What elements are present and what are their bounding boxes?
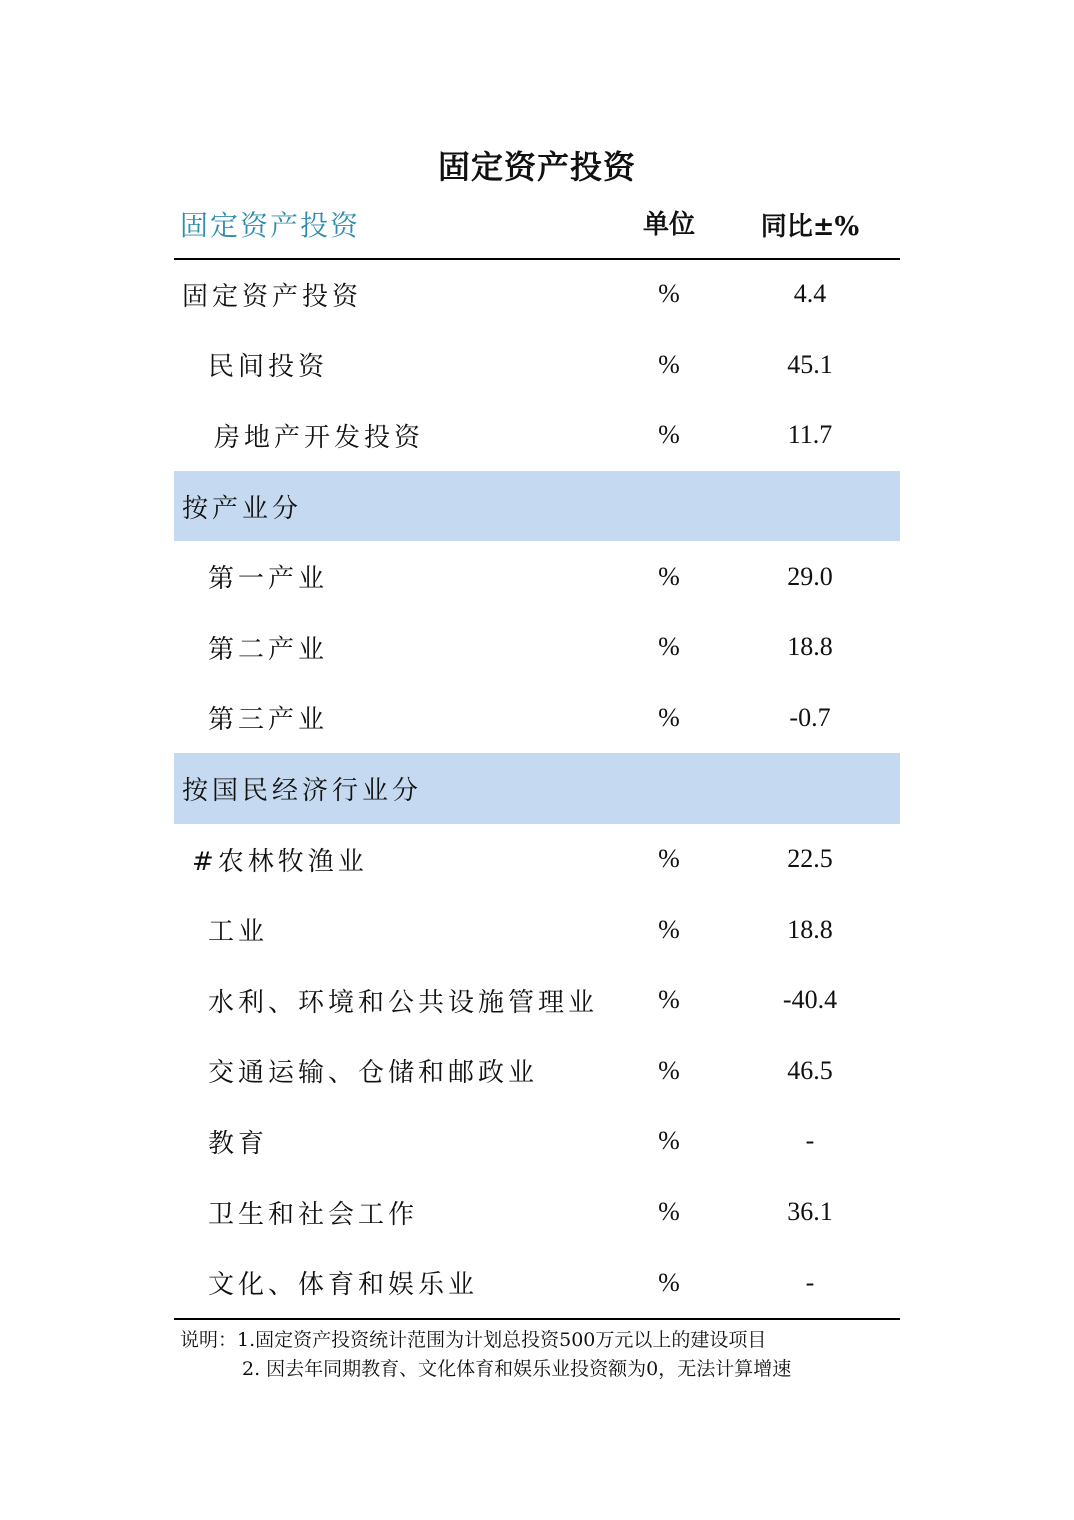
row-unit: % bbox=[658, 702, 680, 732]
table-row bbox=[174, 683, 900, 754]
data-table bbox=[174, 259, 900, 1320]
row-value: 36.1 bbox=[787, 1197, 833, 1227]
table-row bbox=[174, 541, 900, 612]
row-label: 第二产业 bbox=[208, 634, 329, 665]
row-unit: % bbox=[658, 914, 680, 944]
row-value: 45.1 bbox=[787, 349, 833, 379]
table-row bbox=[174, 400, 900, 471]
row-label: 卫生和社会工作 bbox=[208, 1199, 419, 1230]
row-unit: % bbox=[658, 844, 680, 874]
footnotes bbox=[180, 1326, 880, 1384]
row-value: 46.5 bbox=[787, 1055, 833, 1085]
row-value: 22.5 bbox=[787, 844, 833, 874]
row-unit: % bbox=[658, 1267, 680, 1297]
table-row bbox=[174, 965, 900, 1036]
row-unit: % bbox=[658, 1197, 680, 1227]
row-unit: % bbox=[658, 985, 680, 1015]
row-value: 29.0 bbox=[787, 561, 833, 591]
table-row bbox=[174, 894, 900, 965]
section-label: 按产业分 bbox=[182, 493, 303, 524]
row-label: 第三产业 bbox=[208, 705, 329, 736]
row-value: - bbox=[805, 1126, 815, 1156]
header-yoy: 同比±% bbox=[760, 212, 860, 242]
header-label: 固定资产投资 bbox=[180, 209, 361, 242]
row-label: 民间投资 bbox=[208, 352, 329, 383]
row-label: 文化、体育和娱乐业 bbox=[208, 1270, 479, 1301]
row-unit: % bbox=[658, 420, 680, 450]
table-row bbox=[174, 330, 900, 401]
table-row bbox=[174, 259, 900, 330]
row-label: 教育 bbox=[208, 1128, 269, 1159]
section-label: 按国民经济行业分 bbox=[182, 775, 423, 806]
footnote-2: 2. 因去年同期教育、文化体育和娱乐业投资额为0，无法计算增速 bbox=[242, 1358, 792, 1380]
row-label: 第一产业 bbox=[208, 564, 329, 595]
table-row bbox=[174, 1177, 900, 1248]
row-value: 18.8 bbox=[787, 914, 833, 944]
section-row bbox=[174, 753, 900, 824]
row-value: - bbox=[805, 1267, 815, 1297]
row-label: 水利、环境和公共设施管理业 bbox=[208, 987, 599, 1018]
section-row bbox=[174, 471, 900, 542]
footnote-1: 说明：1.固定资产投资统计范围为计划总投资500万元以上的建设项目 bbox=[180, 1329, 767, 1351]
row-value: -0.7 bbox=[789, 702, 831, 732]
table-row bbox=[174, 612, 900, 683]
header-unit: 单位 bbox=[642, 210, 695, 240]
row-label: 工业 bbox=[208, 917, 269, 948]
row-label: 房地产开发投资 bbox=[214, 422, 425, 453]
row-value: 4.4 bbox=[793, 279, 827, 309]
table-row bbox=[174, 1106, 900, 1177]
row-label: #农林牧渔业 bbox=[192, 846, 368, 877]
row-unit: % bbox=[658, 561, 680, 591]
row-unit: % bbox=[658, 632, 680, 662]
table-row bbox=[174, 824, 900, 895]
row-value: -40.4 bbox=[782, 985, 838, 1015]
row-unit: % bbox=[658, 279, 680, 309]
row-value: 11.7 bbox=[787, 420, 833, 450]
row-label: 交通运输、仓储和邮政业 bbox=[208, 1058, 539, 1089]
row-value: 18.8 bbox=[787, 632, 833, 662]
row-unit: % bbox=[658, 1055, 680, 1085]
row-label: 固定资产投资 bbox=[182, 281, 363, 312]
row-unit: % bbox=[658, 1126, 680, 1156]
page-title: 固定资产投资 bbox=[437, 148, 636, 186]
table-row bbox=[174, 1036, 900, 1107]
table-row bbox=[174, 1247, 900, 1318]
row-unit: % bbox=[658, 349, 680, 379]
table-header bbox=[174, 196, 900, 260]
